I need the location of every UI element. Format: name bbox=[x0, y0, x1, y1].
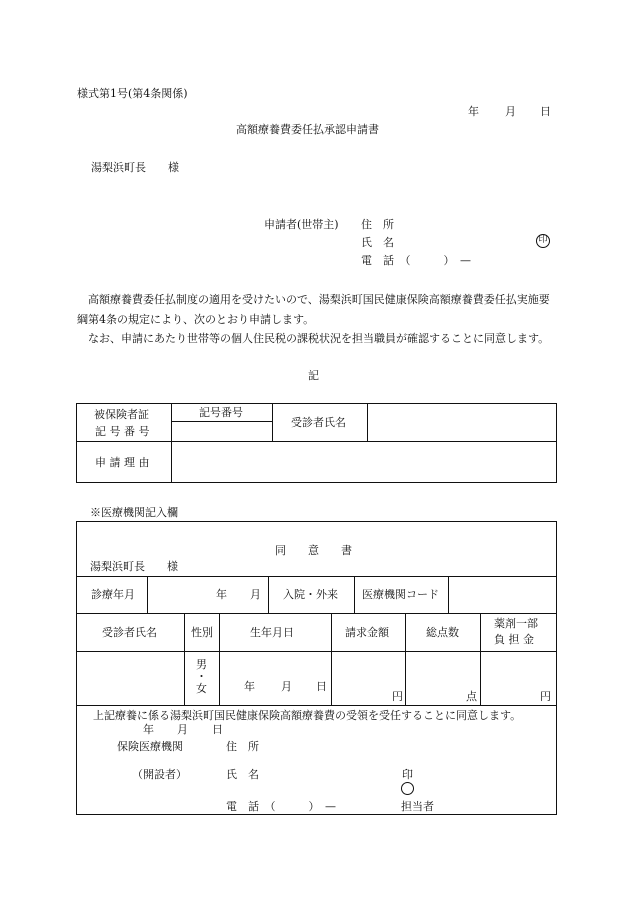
treatment-year-label: 年 bbox=[216, 588, 227, 601]
col-copay-line2: 負 担 金 bbox=[494, 633, 534, 646]
date-month-label: 月 bbox=[505, 105, 516, 118]
col-total-points: 総点数 bbox=[426, 626, 459, 639]
col-sex: 性別 bbox=[191, 626, 213, 639]
dob-day-label: 日 bbox=[316, 680, 327, 693]
ki-label: 記 bbox=[308, 369, 319, 382]
page-title: 高額療養費委任払承認申請書 bbox=[236, 123, 379, 136]
table-divider bbox=[76, 576, 557, 577]
symbol-number-label: 記号番号 bbox=[199, 406, 243, 419]
inpatient-outpatient-label: 入院・外来 bbox=[283, 588, 338, 601]
table-divider bbox=[331, 613, 332, 705]
table-divider bbox=[272, 403, 273, 441]
consent-date-day: 日 bbox=[212, 723, 223, 736]
body-text bbox=[77, 290, 555, 349]
table-divider bbox=[76, 441, 557, 442]
col-claim-amount: 請求金額 bbox=[345, 626, 389, 639]
form-number: 様式第1号(第4条関係) bbox=[77, 87, 188, 100]
consent-text: 上記療養に係る湯梨浜町国民健康保険高額療養費の受領を受任することに同意します。 bbox=[93, 709, 522, 722]
col-dob: 生年月日 bbox=[250, 626, 294, 639]
consent-date-year: 年 bbox=[143, 723, 154, 736]
treatment-month-label: 月 bbox=[250, 588, 261, 601]
table-divider bbox=[354, 576, 355, 613]
col-copay-line1: 薬剤一部 bbox=[494, 617, 538, 630]
table-divider bbox=[76, 613, 557, 614]
consent-date-month: 月 bbox=[177, 723, 188, 736]
applicant-phone-label: 電 話 （ ） — bbox=[361, 254, 471, 267]
founder-name-label: 氏 名 bbox=[226, 768, 259, 781]
table-divider bbox=[147, 576, 148, 613]
copay-yen-unit: 円 bbox=[540, 690, 551, 703]
table-divider bbox=[268, 576, 269, 613]
insured-cert-label-line1: 被保険者証 bbox=[94, 408, 149, 421]
insured-cert-label-line2: 記 号 番 号 bbox=[95, 425, 150, 438]
col-patient-name: 受診者氏名 bbox=[102, 626, 157, 639]
applicant-address-label: 住 所 bbox=[361, 218, 394, 231]
table-divider bbox=[219, 613, 220, 705]
institution-seal-label: 印 bbox=[402, 768, 413, 781]
institution-address-label: 住 所 bbox=[226, 740, 259, 753]
table-divider bbox=[480, 613, 481, 705]
table-divider bbox=[171, 403, 172, 483]
points-unit: 点 bbox=[466, 690, 477, 703]
institution-code-label: 医療機関コード bbox=[362, 588, 439, 601]
treatment-ym-label: 診療年月 bbox=[91, 588, 135, 601]
table-divider bbox=[76, 651, 557, 652]
table-divider bbox=[171, 421, 272, 422]
table-divider bbox=[448, 576, 449, 613]
table-divider bbox=[367, 403, 368, 441]
addressee: 湯梨浜町長 様 bbox=[91, 161, 179, 174]
patient-name-label: 受診者氏名 bbox=[291, 416, 346, 429]
applicant-seal-mark: 印 bbox=[536, 234, 550, 248]
dob-year-label: 年 bbox=[244, 680, 255, 693]
application-reason-label: 申 請 理 由 bbox=[95, 456, 150, 469]
seal-circle-icon bbox=[401, 782, 414, 795]
claim-yen-unit: 円 bbox=[392, 690, 403, 703]
sex-male: 男 bbox=[196, 658, 207, 671]
person-in-charge-label: 担当者 bbox=[401, 800, 434, 813]
body-paragraph-2: なお、申請にあたり世帯等の個人住民税の課税状況を担当職員が確認することに同意します。 bbox=[88, 332, 550, 345]
consent-title: 同 意 書 bbox=[275, 544, 352, 557]
body-paragraph-1: 高額療養費委任払制度の適用を受けたいので、湯梨浜町国民健康保険高額療養費委任払実施要綱第4条の規定により、次のとおり申請します。 bbox=[77, 293, 550, 326]
sex-female: 女 bbox=[196, 682, 207, 695]
date-day-label: 日 bbox=[540, 105, 551, 118]
consent-addressee: 湯梨浜町長 様 bbox=[90, 560, 178, 573]
applicant-label: 申請者(世帯主) bbox=[264, 218, 339, 231]
founder-label: （開設者） bbox=[132, 768, 187, 781]
sex-separator: ・ bbox=[196, 670, 207, 683]
applicant-name-label: 氏 名 bbox=[361, 236, 394, 249]
insurance-institution-label: 保険医療機関 bbox=[117, 740, 183, 753]
dob-month-label: 月 bbox=[281, 680, 292, 693]
table-divider bbox=[405, 613, 406, 705]
medical-section-label: ※医療機関記入欄 bbox=[90, 506, 178, 519]
table-divider bbox=[76, 705, 557, 706]
table-divider bbox=[184, 613, 185, 705]
date-year-label: 年 bbox=[468, 105, 479, 118]
institution-phone-label: 電 話 （ ） — bbox=[226, 800, 336, 813]
